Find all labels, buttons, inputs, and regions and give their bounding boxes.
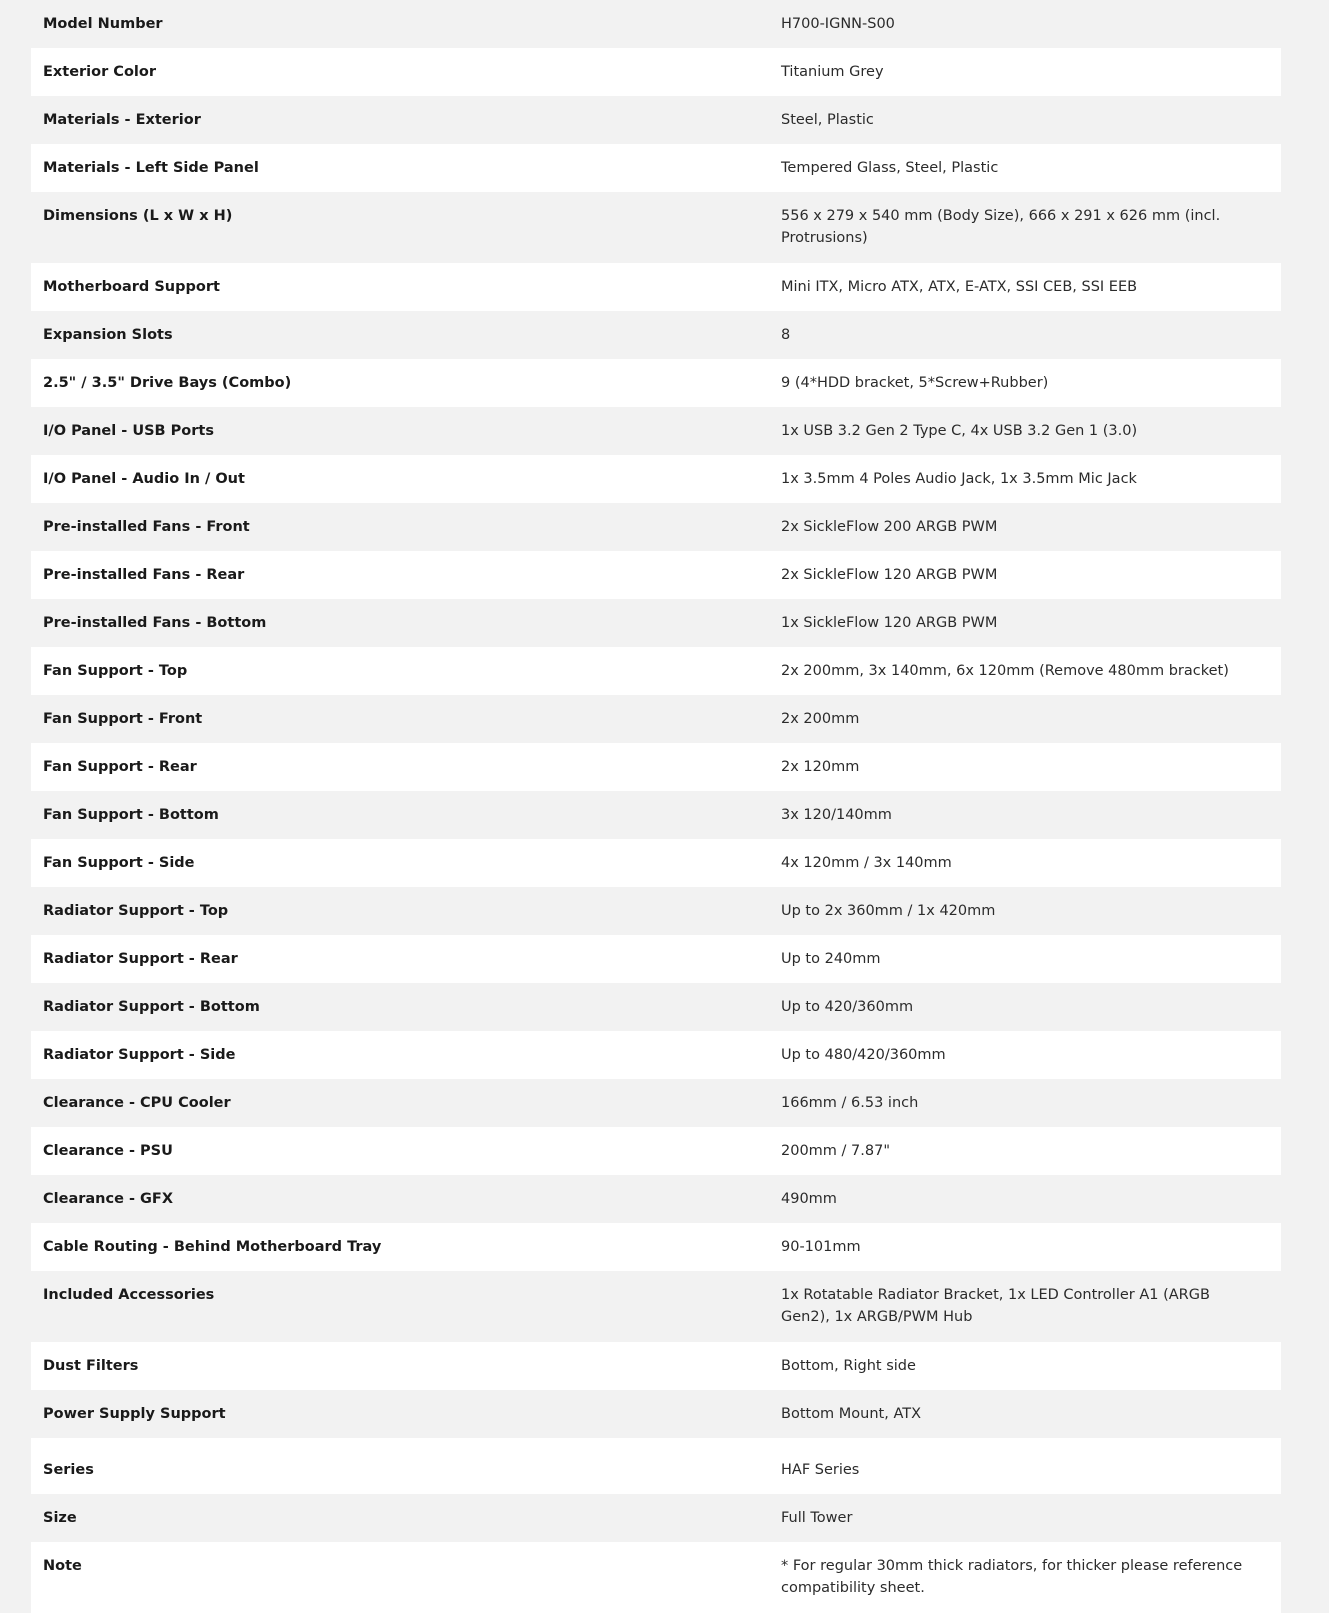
spec-label: Radiator Support - Bottom: [43, 999, 260, 1015]
spec-label: Exterior Color: [43, 64, 156, 80]
spec-row: [31, 48, 1281, 96]
spec-label: Dust Filters: [43, 1358, 139, 1374]
spec-value: 2x 200mm: [781, 711, 860, 727]
spec-row: [31, 0, 1281, 48]
spec-label: Clearance - CPU Cooler: [43, 1095, 231, 1111]
spec-value: 1x SickleFlow 120 ARGB PWM: [781, 615, 998, 631]
spec-label: Materials - Left Side Panel: [43, 160, 259, 176]
spec-value: Up to 240mm: [781, 951, 881, 967]
spec-row: [31, 263, 1281, 311]
spec-label: I/O Panel - Audio In / Out: [43, 471, 245, 487]
spec-row: [31, 1127, 1281, 1175]
spec-row: [31, 983, 1281, 1031]
spec-row: [31, 144, 1281, 192]
spec-label: Radiator Support - Top: [43, 903, 229, 919]
spec-label: Fan Support - Side: [43, 855, 195, 871]
spec-value: 556 x 279 x 540 mm (Body Size), 666 x 291 x 626 mm (incl. Protrusions): [781, 208, 1221, 246]
spec-value: Up to 2x 360mm / 1x 420mm: [781, 903, 996, 919]
spec-row: [31, 1031, 1281, 1079]
spec-row: [31, 839, 1281, 887]
spec-label: Clearance - GFX: [43, 1191, 174, 1207]
spec-row: [31, 1271, 1281, 1342]
spec-value: * For regular 30mm thick radiators, for thicker please reference compatibility sheet.: [781, 1558, 1243, 1596]
spec-label: Fan Support - Front: [43, 711, 203, 727]
spec-label: Included Accessories: [43, 1287, 215, 1303]
spec-value: 166mm / 6.53 inch: [781, 1095, 919, 1111]
spec-value: HAF Series: [781, 1462, 860, 1478]
spec-label: I/O Panel - USB Ports: [43, 423, 214, 439]
spec-label: Fan Support - Rear: [43, 759, 197, 775]
spec-row: [31, 1079, 1281, 1127]
spec-label: Fan Support - Top: [43, 663, 188, 679]
spec-row: [31, 743, 1281, 791]
spec-value: 90-101mm: [781, 1239, 861, 1255]
spec-value: Mini ITX, Micro ATX, ATX, E-ATX, SSI CEB, SSI EEB: [781, 279, 1138, 295]
spec-row: [31, 1390, 1281, 1438]
spec-value: Titanium Grey: [781, 64, 884, 80]
spec-value: 8: [781, 327, 791, 343]
spec-row: [31, 1542, 1281, 1613]
spec-label: 2.5" / 3.5" Drive Bays (Combo): [43, 375, 292, 391]
spec-row: [31, 407, 1281, 455]
spec-label: Power Supply Support: [43, 1406, 226, 1422]
spec-value: Up to 420/360mm: [781, 999, 914, 1015]
spec-row: [31, 1494, 1281, 1542]
spec-value: 2x SickleFlow 200 ARGB PWM: [781, 519, 998, 535]
spec-value: Tempered Glass, Steel, Plastic: [781, 160, 999, 176]
spec-label: Cable Routing - Behind Motherboard Tray: [43, 1239, 382, 1255]
spec-value: 3x 120/140mm: [781, 807, 892, 823]
spec-row: [31, 647, 1281, 695]
spec-label: Size: [43, 1510, 77, 1526]
spec-row: [31, 1446, 1281, 1494]
spec-label: Pre-installed Fans - Bottom: [43, 615, 267, 631]
spec-value: H700-IGNN-S00: [781, 16, 895, 32]
spec-value: Steel, Plastic: [781, 112, 874, 128]
spec-row: [31, 887, 1281, 935]
spec-value: 490mm: [781, 1191, 837, 1207]
specifications-table: [31, 0, 1281, 1613]
spec-label: Series: [43, 1462, 94, 1478]
spec-row: [31, 359, 1281, 407]
spec-label: Materials - Exterior: [43, 112, 201, 128]
spec-label: Clearance - PSU: [43, 1143, 173, 1159]
spec-value: 2x 200mm, 3x 140mm, 6x 120mm (Remove 480mm bracket): [781, 663, 1229, 679]
spec-row: [31, 695, 1281, 743]
spec-row: [31, 311, 1281, 359]
spec-value: 1x Rotatable Radiator Bracket, 1x LED Controller A1 (ARGB Gen2), 1x ARGB/PWM Hub: [781, 1287, 1210, 1325]
spec-value: 2x 120mm: [781, 759, 860, 775]
spec-row: [31, 935, 1281, 983]
spec-value: 4x 120mm / 3x 140mm: [781, 855, 952, 871]
spec-label: Radiator Support - Rear: [43, 951, 238, 967]
spec-label: Pre-installed Fans - Front: [43, 519, 250, 535]
spec-value: 2x SickleFlow 120 ARGB PWM: [781, 567, 998, 583]
spec-value: Full Tower: [781, 1510, 853, 1526]
spec-label: Radiator Support - Side: [43, 1047, 236, 1063]
table-divider: [31, 1438, 1281, 1446]
spec-value: 1x 3.5mm 4 Poles Audio Jack, 1x 3.5mm Mic Jack: [781, 471, 1137, 487]
spec-value: 9 (4*HDD bracket, 5*Screw+Rubber): [781, 375, 1049, 391]
spec-value: 1x USB 3.2 Gen 2 Type C, 4x USB 3.2 Gen 1 (3.0): [781, 423, 1138, 439]
spec-row: [31, 1175, 1281, 1223]
spec-label: Fan Support - Bottom: [43, 807, 219, 823]
spec-value: Up to 480/420/360mm: [781, 1047, 946, 1063]
spec-row: [31, 599, 1281, 647]
spec-value: Bottom Mount, ATX: [781, 1406, 922, 1422]
spec-label: Model Number: [43, 16, 163, 32]
spec-value: 200mm / 7.87": [781, 1143, 890, 1159]
spec-label: Dimensions (L x W x H): [43, 208, 233, 224]
spec-row: [31, 1223, 1281, 1271]
spec-row: [31, 1342, 1281, 1390]
spec-row: [31, 503, 1281, 551]
spec-row: [31, 455, 1281, 503]
spec-row: [31, 791, 1281, 839]
spec-row: [31, 551, 1281, 599]
spec-label: Note: [43, 1558, 82, 1574]
spec-value: Bottom, Right side: [781, 1358, 916, 1374]
spec-label: Motherboard Support: [43, 279, 220, 295]
spec-row: [31, 96, 1281, 144]
spec-row: [31, 192, 1281, 263]
spec-label: Pre-installed Fans - Rear: [43, 567, 245, 583]
spec-label: Expansion Slots: [43, 327, 173, 343]
